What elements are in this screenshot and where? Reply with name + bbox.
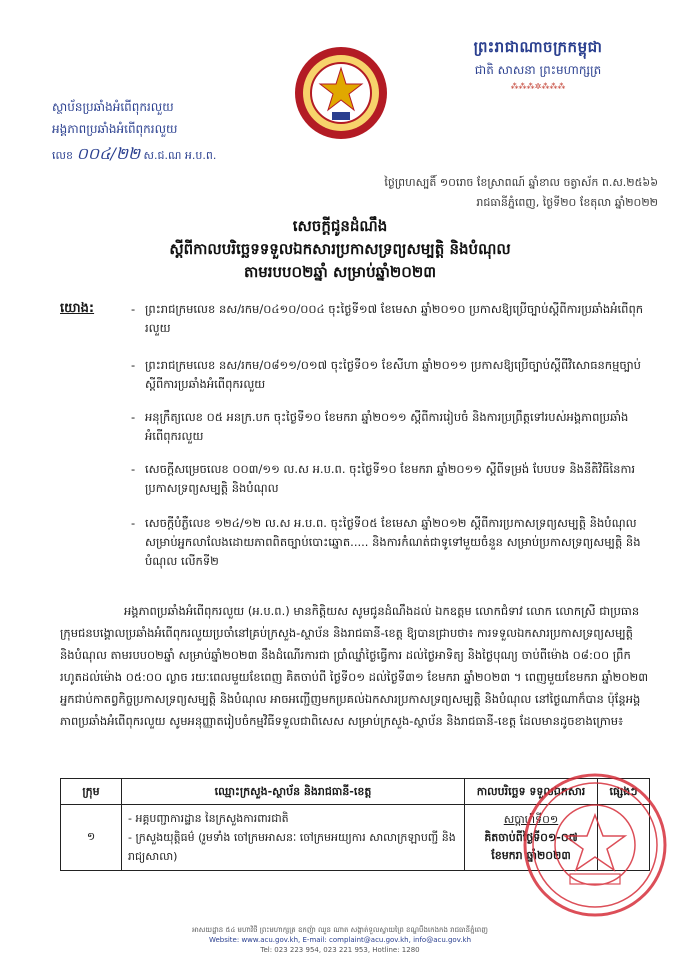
entity-item: - អគ្គបញ្ជាការដ្ឋាន នៃក្រសួងការពារជាតិ xyxy=(128,812,289,825)
body-paragraph: អង្គភាពប្រឆាំងអំពើពុករលួយ (អ.ប.ព.) មានកិត្តិយស សូមជូនដំណឹងដល់ ឯកឧត្តម លោកជំទាវ លោក លោកស្រី ជាប្រធានក្រុមជនបង្គោលប្រឆាំងអំពើពុករលួយប្រចាំនៅគ្រប់ក្រសួង-ស្ថាប័ន និងរាជធានី-ខេត្ត ឱ្យបានជ្រាបថា៖ ការទទួលឯកសារប្រកាសទ្រព្យសម្បត្តិ និងបំណុល តាមរបប០២ឆ្នាំ សម្រាប់ឆ្នាំ២០២៣ នឹងដំណើរការជា ប្រាំឈ្នាំថ្ងៃធ្វើការ ដល់ថ្ងៃអាទិត្យ និងថ្ងៃបុណ្យ ចាប់ពីម៉ោង ០៨:០០ ព្រឹក រហូតដល់ម៉ោង ០៥:០០ ល្ងាច រយៈពេលមួយខែពេញ គិតចាប់ពី ថ្ងៃទី០១ ដល់ថ្ងៃទី៣១ ខែមករា ឆ្នាំ២០២៣ ។ ពេញមួយខែមករា ឆ្នាំ២០២៣ អ្នកជាប់កាតព្វកិច្ចប្រកាសទ្រព្យសម្បត្តិ និងបំណុល អាចអញ្ជើញមកប្រគល់ឯកសារប្រកាសទ្រព្យសម្បត្តិ និងបំណុល នៅថ្ងៃណាក៏បាន ប៉ុន្តែអង្គភាពប្រឆាំងអំពើពុករលួយ សូមអនុញ្ញាតរៀបចំកម្មវិធីទទួលជាពិសេស សម្រាប់ក្រសួង-ស្ថាប័ន និងរាជធានី-ខេត្ត ដែលមានដូចខាងក្រោម៖ xyxy=(60,604,649,728)
footer xyxy=(80,925,600,955)
reference-item: - សេចក្តីសម្រេចលេខ ០០៣/១១ ល.ស អ.ប.ព. ចុះថ្ងៃទី១០ ខែមករា ឆ្នាំ២០១១ ស្តីពីទម្រង់ បែបបទ និងនីតិវិធីនៃការប្រកាសទ្រព្យសម្បត្តិ និងបំណុល xyxy=(131,462,636,495)
reference-item: - សេចក្តីបំភ្លឺលេខ ១២៤/១២ ល.ស អ.ប.ព. ចុះថ្ងៃទី០៥ ខែមេសា ឆ្នាំ២០១២ ស្តីពីការប្រកាសទ្រព្យសម្បត្តិ និងបំណុល សម្រាប់អ្នកលាលែងដោយភាពពិតច្បាប់បោះឆ្នោត..... និងការកំណត់ជាទូទៅមួយចំនួន សម្រាប់ប្រកាសទ្រព្យសម្បត្តិ និងបំណុល លើកទី២ xyxy=(131,516,641,568)
reference-item: - ព្រះរាជក្រមលេខ នស/រកម/០៤១០/០០៤ ចុះថ្ងៃទី១៧ ខែមេសា ឆ្នាំ២០១០ ប្រកាសឱ្យប្រើច្បាប់ស្តីពីការប្រឆាំងអំពើពុករលួយ xyxy=(131,302,644,335)
period-month: ខែមករា ឆ្នាំ២០២៣ xyxy=(491,848,571,862)
official-seal xyxy=(520,770,670,920)
header-group: ក្រុម xyxy=(61,779,122,805)
ref-suffix: ស.ជ.ណ អ.ប.ព. xyxy=(143,149,217,162)
reference-item: - ព្រះរាជក្រមលេខ នស/រកម/០៨១១/០១៧ ចុះថ្ងៃទី០១ ខែសីហា ឆ្នាំ២០១១ ប្រកាសឱ្យប្រើច្បាប់ស្តីពីវិសោធនកម្មច្បាប់ស្តីពីការប្រឆាំងអំពើពុករលួយ xyxy=(131,358,641,391)
footer-website: Website: www.acu.gov.kh, E-mail: complaint@acu.gov.kh, info@acu.gov.kh xyxy=(208,936,472,944)
agency-line-2: អង្គភាពប្រឆាំងអំពើពុករលួយ xyxy=(52,122,178,136)
kingdom-title: ព្រះរាជាណាចក្រកម្ពុជា xyxy=(473,38,603,56)
footer-phone: Tel: 023 223 954, 023 221 953, Hotline: 1280 xyxy=(260,946,420,954)
title-line-3: តាមរបប០២ឆ្នាំ សម្រាប់ឆ្នាំ២០២៣ xyxy=(243,263,437,281)
footer-address: អាសយដ្ឋាន ៥៤ មហាវិថី ព្រះមហាក្សត្រ ឧកញ៉ា ឈួន ណាត សង្កាត់ទួលស្វាយព្រៃ ខណ្ឌបឹងកេងកង រាជធានីភ្នំពេញ xyxy=(192,926,488,934)
document-title xyxy=(60,215,620,284)
title-line-2: ស្តីពីកាលបរិច្ឆេទទទួលឯកសារប្រកាសទ្រព្យសម្បត្តិ និងបំណុល xyxy=(169,240,511,258)
reference-item: - អនុក្រឹត្យលេខ ០៥ អនក្រ.បក ចុះថ្ងៃទី១០ ខែមករា ឆ្នាំ២០១១ ស្តីពីការរៀបចំ និងការប្រព្រឹត្តទៅរបស់អង្គភាពប្រឆាំងអំពើពុករលួយ xyxy=(131,410,629,443)
kingdom-heading xyxy=(418,38,658,91)
references-label: យោង: xyxy=(60,301,95,316)
period-week: សប្តាហ៍ទី០១ xyxy=(503,812,559,826)
header-entity: ឈ្មោះក្រសួង-ស្ថាប័ន និងរាជធានី-ខេត្ត xyxy=(122,779,465,805)
lunar-date: ថ្ងៃព្រហស្បតិ៍ ១០រោច ខែស្រាពណ៍ ឆ្នាំខាល ចត្វាស័ក ព.ស.២៥៦៦ xyxy=(384,176,658,189)
period-days: គិតចាប់ពីថ្ងៃទី០១-០៧ xyxy=(484,830,578,844)
header-note: ផ្សេងៗ xyxy=(598,779,650,805)
cell-entities xyxy=(122,805,465,871)
cell-group: ១ xyxy=(61,805,122,871)
entity-item: - ក្រសួងយុត្តិធម៌ (រួមទាំង ចៅក្រមអាសនៈ ចៅក្រមអយ្យការ សាលាក្រឡាបញ្ជី និងរាជ្យសាលា) xyxy=(128,831,456,863)
national-motto: ជាតិ សាសនា ព្រះមហាក្សត្រ xyxy=(474,63,602,77)
agency-block xyxy=(52,96,292,140)
solar-date: រាជធានីភ្នំពេញ, ថ្ងៃទី២០ ខែតុលា ឆ្នាំ២០២២ xyxy=(476,196,658,209)
ref-number: ០០៤/២២ xyxy=(76,144,141,163)
date-block xyxy=(278,173,658,213)
reference-number xyxy=(52,143,216,167)
ornament: ⁂⁂⁂✲⁂⁂⁂ xyxy=(510,82,566,91)
agency-line-1: ស្ថាប័នប្រឆាំងអំពើពុករលួយ xyxy=(52,100,174,114)
acu-logo xyxy=(292,44,390,142)
header-period: កាលបរិច្ឆេទ ទទួលឯកសារ xyxy=(465,779,598,805)
ref-prefix: លេខ xyxy=(52,149,73,162)
title-line-1: សេចក្តីជូនដំណឹង xyxy=(292,217,388,235)
